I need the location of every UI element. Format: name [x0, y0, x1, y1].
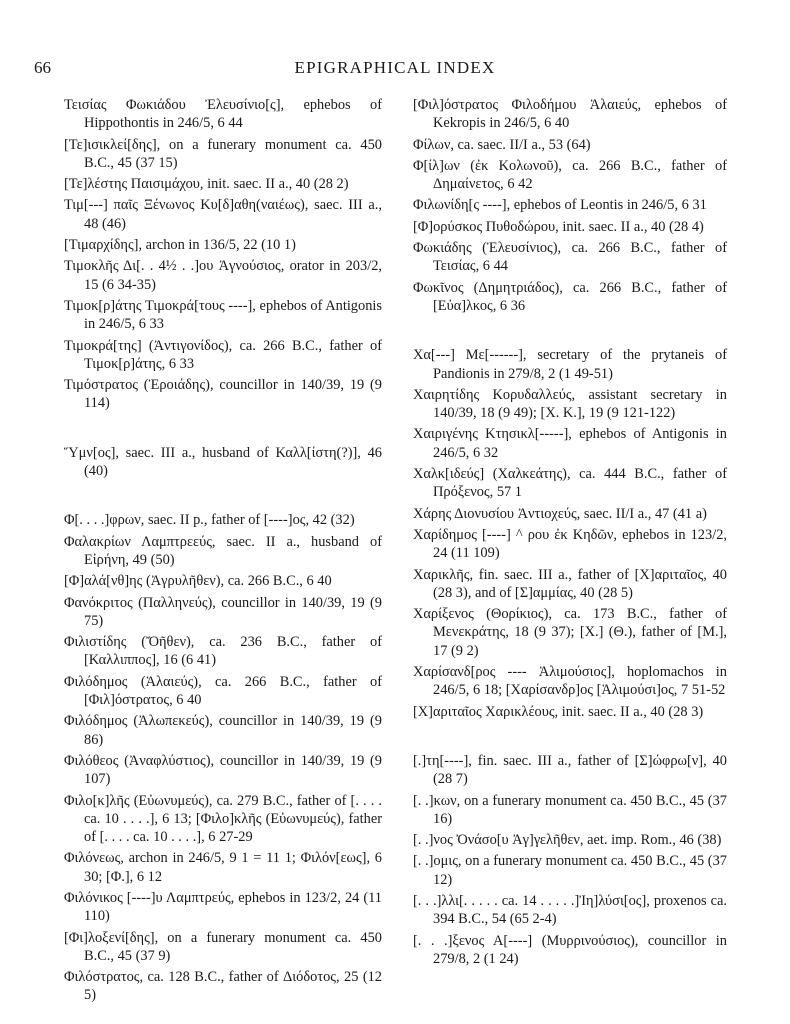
- section-gap: [413, 724, 727, 752]
- index-entry: [Φ]αλά[νθ]ης (Ἀγρυλῆθεν), ca. 266 B.C., 6 40: [64, 573, 332, 590]
- index-entry: Φίλων, ca. saec. II/I a., 53 (64): [413, 136, 591, 153]
- index-entry: Φιλόδημος (Ἁλαιεύς), ca. 266 B.C., father of [Φιλ]όστρατος, 6 40: [64, 673, 382, 709]
- index-entry: [. . .]ξενος Α[----] (Μυρρινούσιος), councillor in 279/8, 2 (1 24): [413, 932, 727, 967]
- left-column: [64, 96, 382, 1008]
- index-entry: Χαρίδημος [----] ^ ρου ἐκ Κηδῶν, ephebos in 123/2, 24 (11 109): [413, 526, 727, 562]
- index-entry: Τιμ[---] παῖς Ξένωνος Κυ[δ]αθη(ναιέως), saec. III a., 48 (46): [64, 197, 382, 232]
- index-entry: Φιλόστρατος, ca. 128 B.C., father of Διόδοτος, 25 (12 5): [64, 969, 382, 1004]
- index-entry: Τεισίας Φωκιάδου Ἐλευσίνιο[ς], ephebos of Hippothontis in 246/5, 6 44: [64, 97, 382, 132]
- index-entry: Φ[ίλ]ων (ἐκ Κολωνοῦ), ca. 266 B.C., father of Δημαίνετος, 6 42: [413, 157, 727, 193]
- index-entry: [. .]νος Ὀνάσο[υ Ἀγ]γελῆθεν, aet. imp. Rom., 46 (38): [413, 832, 722, 849]
- index-entry: Χαρίσανδ[ρος ---- Ἁλιμούσιος], hoplomachos in 246/5, 6 18; [Χαρίσανδρ]ος [Ἁλιμούσι]ος, 7 51-52: [413, 664, 727, 699]
- page-number: 66: [34, 58, 51, 77]
- index-entry: Χαιρητίδης Κορυδαλλεύς, assistant secretary in 140/39, 18 (9 49); [X. K.], 19 (9 121-122): [413, 386, 727, 422]
- index-entry: Χαιριγένης Κτησικλ[-----], ephebos of Antigonis in 246/5, 6 32: [413, 426, 727, 461]
- index-entry: Χάρης Διονυσίου Ἀντιοχεύς, saec. II/I a., 47 (41 a): [413, 505, 707, 522]
- section-gap: [64, 483, 382, 511]
- page-header: [34, 58, 756, 84]
- index-entry: Τιμόστρατος (Ἐροιάδης), councillor in 140/39, 19 (9 114): [64, 377, 382, 412]
- index-entry: Φιλόδημος (Ἀλωπεκεύς), councillor in 140/39, 19 (9 86): [64, 713, 382, 748]
- index-entry: [.]τη[----], fin. saec. III a., father of [Σ]ώφρω[ν], 40 (28 7): [413, 752, 727, 788]
- index-entry: Χαρικλῆς, fin. saec. III a., father of [Χ]αριταῖος, 40 (28 3), and of [Σ]αμμίας, 40 (28 5): [413, 566, 727, 601]
- index-entry: [Φιλ]όστρατος Φιλοδήμου Ἁλαιεύς, ephebos of Kekropis in 246/5, 6 40: [413, 97, 727, 132]
- index-entry: [. .]ομις, on a funerary monument ca. 450 B.C., 45 (37 12): [413, 853, 727, 888]
- index-entry: Φωκιάδης (Ἐλευσίνιος), ca. 266 B.C., father of Τεισίας, 6 44: [413, 240, 727, 275]
- index-entry: Φιλόνεως, archon in 246/5, 9 1 = 11 1; Φιλόν[εως], 6 30; [Φ.], 6 12: [64, 850, 382, 885]
- section-gap: [413, 318, 727, 346]
- running-title: EPIGRAPHICAL INDEX: [294, 58, 496, 77]
- index-entry: Φωκῖνος (Δημητριάδος), ca. 266 B.C., father of [Εὐα]λκος, 6 36: [413, 279, 727, 314]
- index-entry: [Χ]αριταῖος Χαρικλέους, init. saec. II a., 40 (28 3): [413, 703, 704, 720]
- right-column: [413, 96, 727, 971]
- index-entry: Φιλόνικος [----]υ Λαμπτρεύς, ephebos in 123/2, 24 (11 110): [64, 889, 382, 925]
- index-entry: Χα[---] Με[------], secretary of the prytaneis of Pandionis in 279/8, 2 (1 49-51): [413, 347, 727, 382]
- index-entry: Φιλο[κ]λῆς (Εὐωνυμεύς), ca. 279 B.C., father of [. . . . ca. 10 . . . .], 6 13; [Φιλο]κλῆς (Εὐωνυμεύς), father of [. . . . ca. 10 . . . .], 6 27-29: [64, 792, 382, 846]
- index-entry: Τιμοκ[ρ]άτης Τιμοκρά[τους ----], ephebos of Antigonis in 246/5, 6 33: [64, 297, 382, 333]
- index-entry: Τιμοκρά[της] (Ἀντιγονίδος), ca. 266 B.C., father of Τιμοκ[ρ]άτης, 6 33: [64, 337, 382, 372]
- index-entry: Τιμοκλῆς Δι[. . 4½ . .]ου Ἀγνούσιος, orator in 203/2, 15 (6 34-35): [64, 258, 382, 293]
- index-entry: [Φ]ορύσκος Πυθοδώρου, init. saec. II a., 40 (28 4): [413, 218, 704, 235]
- index-entry: [. .]κων, on a funerary monument ca. 450 B.C., 45 (37 16): [413, 792, 727, 827]
- index-entry: [Φι]λοξενί[δης], on a funerary monument ca. 450 B.C., 45 (37 9): [64, 929, 382, 964]
- index-entry: Χαρίξενος (Θορίκιος), ca. 173 B.C., father of Μενεκράτης, 18 (9 37); [Χ.] (Θ.), father of [Μ.], 17 (9 2): [413, 606, 727, 659]
- index-entry: Χαλκ[ιδεύς] (Χαλκεάτης), ca. 444 B.C., father of Πρόξενος, 57 1: [413, 466, 727, 501]
- section-gap: [64, 416, 382, 444]
- index-entry: [. . .]λλι[. . . . . ca. 14 . . . . .]Ἰη]λύσι[ος], proxenos ca. 394 B.C., 54 (65 2-4): [413, 892, 727, 928]
- index-entry: Φιλωνίδη[ς ----], ephebos of Leontis in 246/5, 6 31: [413, 197, 707, 214]
- index-entry: Φαλακρίων Λαμπτρεεύς, saec. II a., husband of Εἰρήνη, 49 (50): [64, 533, 382, 568]
- index-entry: [Τε]λέστης Παισιμάχου, init. saec. II a., 40 (28 2): [64, 176, 349, 193]
- index-entry: Ὕμν[ος], saec. III a., husband of Καλλ[ίστη(?)], 46 (40): [64, 444, 382, 480]
- index-entry: [Τιμαρχίδης], archon in 136/5, 22 (10 1): [64, 237, 296, 254]
- index-entry: Φιλιστίδης (Ὄῆθεν), ca. 236 B.C., father of [Καλλιππος], 16 (6 41): [64, 634, 382, 669]
- index-entry: [Τε]ισικλεί[δης], on a funerary monument ca. 450 B.C., 45 (37 15): [64, 136, 382, 171]
- index-entry: Φ[. . . .]φρων, saec. II p., father of [----]ος, 42 (32): [64, 512, 355, 529]
- index-entry: Φανόκριτος (Παλληνεύς), councillor in 140/39, 19 (9 75): [64, 594, 382, 629]
- index-entry: Φιλόθεος (Ἀναφλύστιος), councillor in 140/39, 19 (9 107): [64, 752, 382, 788]
